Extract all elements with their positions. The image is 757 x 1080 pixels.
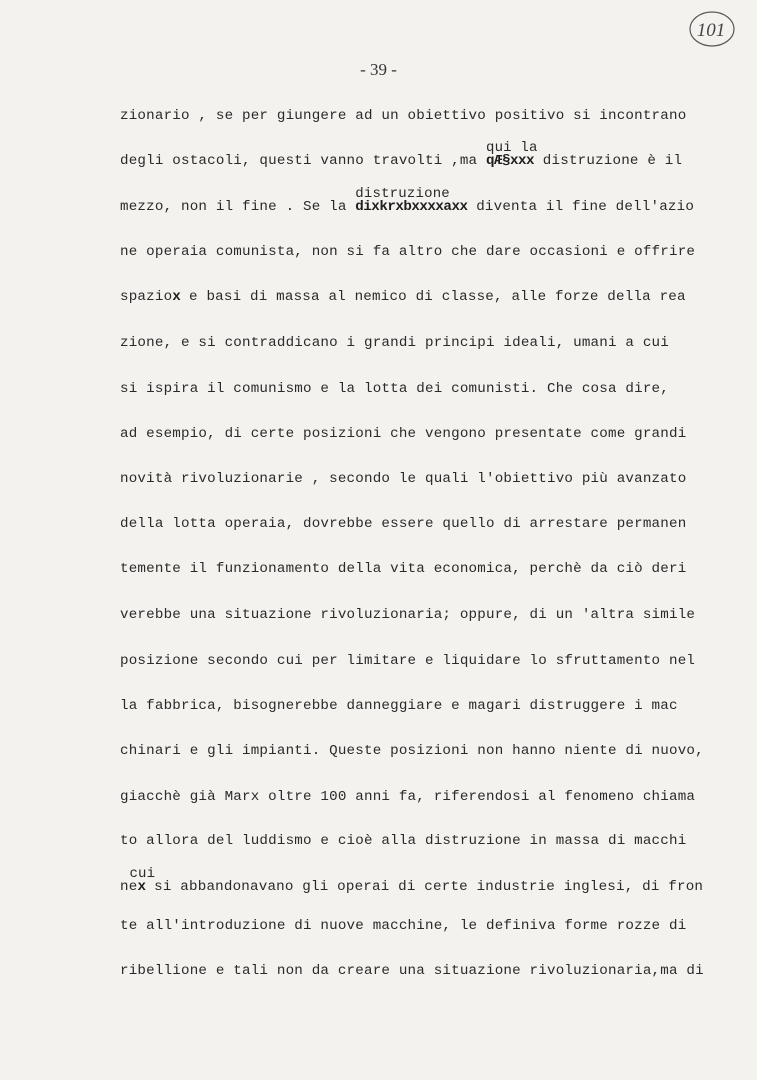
text-line-7: si ispira il comunismo e la lotta dei comunisti. Che cosa dire, bbox=[120, 381, 669, 397]
stamp-number: 101 bbox=[696, 20, 726, 41]
line3-insert: distruzione bbox=[355, 186, 450, 202]
text-line-17: to allora del luddismo e cioè alla distruzione in massa di macchi bbox=[120, 833, 687, 849]
text-line-15: chinari e gli impianti. Queste posizioni non hanno niente di nuovo, bbox=[120, 743, 704, 759]
archive-stamp bbox=[684, 8, 736, 50]
line3-prefix: mezzo, non il fine . Se la bbox=[120, 199, 347, 215]
line2-prefix: degli ostacoli, questi vanno travolti ,ma bbox=[120, 153, 486, 169]
text-line-1: zionario , se per giungere ad un obiettivo positivo si incontrano bbox=[120, 108, 687, 124]
text-line-14: la fabbrica, bisognerebbe danneggiare e magari distruggere i mac bbox=[120, 698, 678, 714]
text-line-18 bbox=[120, 866, 704, 896]
line18-insert: cui bbox=[129, 866, 156, 882]
text-line-9: novità rivoluzionarie , secondo le quali l'obiettivo più avanzato bbox=[120, 471, 687, 487]
text-line-3 bbox=[120, 186, 695, 216]
page-number: - 39 - bbox=[360, 60, 397, 79]
line18-struck: x bbox=[137, 879, 146, 895]
text-line-12: verebbe una situazione rivoluzionaria; oppure, di un 'altra simile bbox=[120, 607, 696, 623]
line5-start: spazio bbox=[120, 289, 173, 305]
line5-rest: e basi di massa al nemico di classe, alle forze della rea bbox=[180, 289, 686, 305]
line3-rest: diventa il fine dell'azio bbox=[476, 199, 695, 215]
line2-struck: qÆ§xxx bbox=[485, 153, 535, 169]
text-line-2 bbox=[120, 140, 683, 170]
line18-rest: si abbandonavano gli operai di certe industrie inglesi, di fron bbox=[145, 879, 704, 895]
text-line-5 bbox=[120, 288, 686, 306]
line18-prefix: ne bbox=[120, 879, 138, 895]
line2-insert: qui la bbox=[485, 140, 538, 156]
text-line-4: ne operaia comunista, non si fa altro che dare occasioni e offrire bbox=[120, 244, 696, 260]
text-line-11: temente il funzionamento della vita economica, perchè da ciò deri bbox=[120, 561, 687, 577]
text-line-20: ribellione e tali non da creare una situazione rivoluzionaria,ma di bbox=[120, 963, 704, 979]
text-line-8: ad esempio, di certe posizioni che vengono presentate come grandi bbox=[120, 426, 687, 442]
line5-struck: x bbox=[172, 289, 181, 305]
text-line-13: posizione secondo cui per limitare e liquidare lo sfruttamento nel bbox=[120, 653, 696, 669]
line2-rest: distruzione è il bbox=[542, 153, 683, 169]
line3-struck: dixkrxbxxxxaxx bbox=[355, 199, 468, 215]
line2-correction bbox=[485, 140, 538, 170]
text-line-6: zione, e si contraddicano i grandi principi ideali, umani a cui bbox=[120, 335, 669, 351]
text-line-16: giacchè già Marx oltre 100 anni fa, riferendosi al fenomeno chiama bbox=[120, 789, 696, 805]
text-line-19: te all'introduzione di nuove macchine, le definiva forme rozze di bbox=[120, 918, 687, 934]
text-line-10: della lotta operaia, dovrebbe essere quello di arrestare permanen bbox=[120, 516, 687, 532]
line3-correction bbox=[355, 186, 468, 216]
